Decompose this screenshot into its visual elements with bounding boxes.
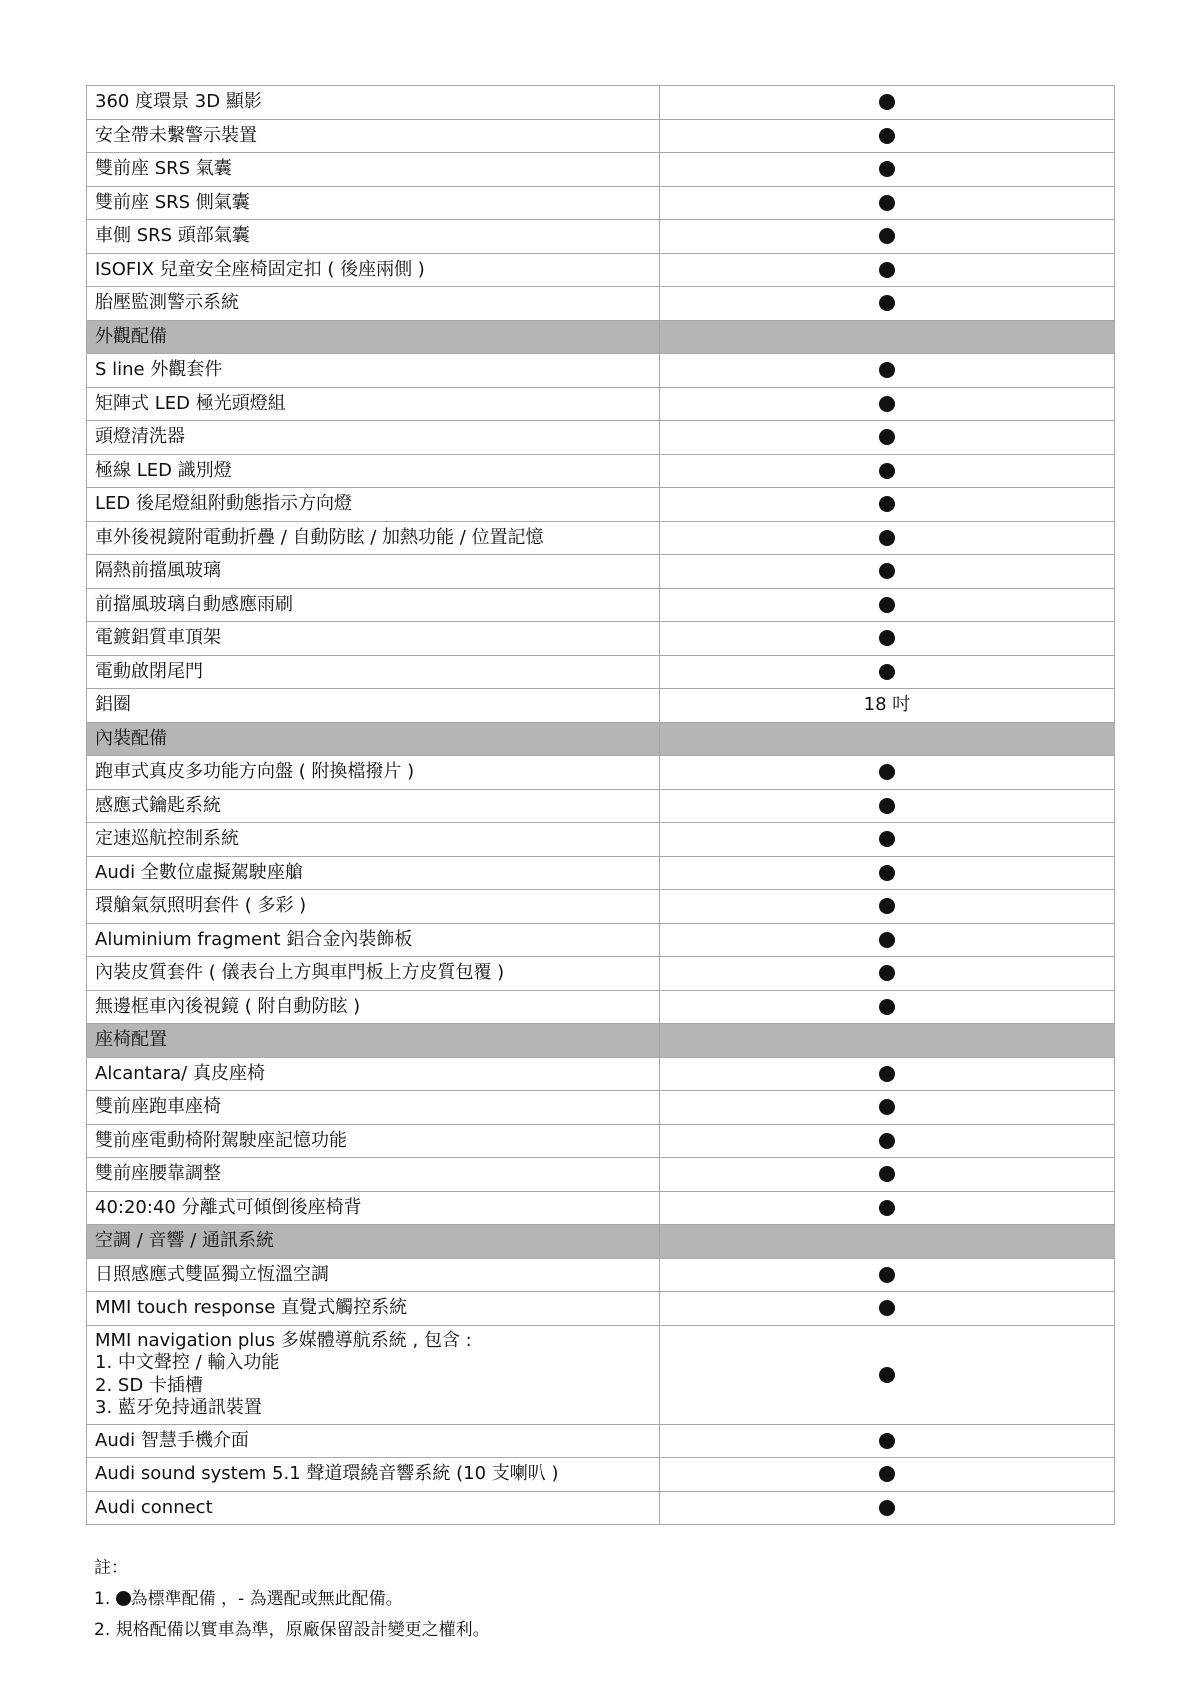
spec-name-line: 2. SD 卡插槽 [95,1374,203,1396]
spec-value [660,1158,1115,1192]
spec-name: ISOFIX 兒童安全座椅固定扣 ( 後座兩側 ) [87,253,660,287]
section-header-row [87,1225,1115,1259]
spec-row [87,1292,1115,1326]
spec-name: 雙前座 SRS 側氣囊 [87,186,660,220]
section-header-row [87,320,1115,354]
spec-name: 環艙氣氛照明套件 ( 多彩 ) [87,890,660,924]
standard-equipment-dot-icon [879,1166,895,1182]
spec-value [660,387,1115,421]
spec-name: MMI touch response 直覺式觸控系統 [87,1292,660,1326]
spec-value [660,756,1115,790]
spec-value [660,454,1115,488]
spec-row [87,1091,1115,1125]
standard-equipment-dot-icon [879,1300,895,1316]
standard-equipment-dot-icon [879,463,895,479]
spec-value [660,856,1115,890]
spec-value [660,1424,1115,1458]
spec-value [660,789,1115,823]
section-header-row [87,722,1115,756]
spec-row [87,655,1115,689]
spec-name: 雙前座電動椅附駕駛座記憶功能 [87,1124,660,1158]
note-line-1-prefix: 1. [94,1589,116,1609]
spec-value [660,521,1115,555]
spec-value [660,1124,1115,1158]
spec-value [660,153,1115,187]
standard-equipment-dot-icon [879,161,895,177]
spec-row [87,689,1115,723]
section-empty-cell [660,320,1115,354]
spec-name: 車外後視鏡附電動折疊 / 自動防眩 / 加熱功能 / 位置記憶 [87,521,660,555]
spec-value [660,354,1115,388]
note-line-2: 2. 規格配備以實車為準，原廠保留設計變更之權利。 [94,1620,490,1640]
spec-name-line: MMI navigation plus 多媒體導航系統 , 包含 : [95,1329,472,1351]
spec-row [87,856,1115,890]
spec-name: Alcantara/ 真皮座椅 [87,1057,660,1091]
spec-name: 極線 LED 識別燈 [87,454,660,488]
spec-name: 前擋風玻璃自動感應雨刷 [87,588,660,622]
spec-row [87,454,1115,488]
standard-equipment-dot-icon [879,530,895,546]
spec-value [660,488,1115,522]
spec-value [660,890,1115,924]
spec-row [87,923,1115,957]
standard-equipment-dot-icon [879,798,895,814]
spec-name: Audi 全數位虛擬駕駛座艙 [87,856,660,890]
spec-value-text: 18 吋 [863,694,911,716]
spec-row [87,1124,1115,1158]
spec-name [87,1325,660,1424]
standard-equipment-dot-icon [879,597,895,613]
section-title: 外觀配備 [87,320,660,354]
standard-equipment-dot-icon [879,1066,895,1082]
spec-name: 跑車式真皮多功能方向盤 ( 附換檔撥片 ) [87,756,660,790]
standard-equipment-dot-icon [879,764,895,780]
spec-name-line: 1. 中文聲控 / 輸入功能 [95,1352,280,1373]
standard-equipment-dot-icon [879,1500,895,1516]
standard-equipment-dot-icon [879,965,895,981]
spec-row [87,488,1115,522]
spec-value [660,622,1115,656]
standard-equipment-dot-icon [879,128,895,144]
standard-equipment-dot-icon [879,295,895,311]
spec-value [660,1091,1115,1125]
standard-equipment-dot-icon [879,429,895,445]
spec-name: 電動啟閉尾門 [87,655,660,689]
standard-equipment-dot-icon [879,1367,895,1383]
spec-value [660,253,1115,287]
spec-row [87,588,1115,622]
spec-value [660,990,1115,1024]
spec-name: LED 後尾燈組附動態指示方向燈 [87,488,660,522]
spec-row [87,354,1115,388]
spec-value [660,588,1115,622]
spec-value [660,186,1115,220]
spec-value [660,1325,1115,1424]
spec-name: 胎壓監測警示系統 [87,287,660,321]
spec-value [660,1057,1115,1091]
spec-row [87,756,1115,790]
spec-name: 雙前座 SRS 氣囊 [87,153,660,187]
note-line-1-text: 為標準配備 ，- 為選配或無此配備。 [130,1589,403,1609]
standard-equipment-dot-icon [879,1433,895,1449]
standard-equipment-dot-icon [879,262,895,278]
spec-row [87,287,1115,321]
spec-row [87,1191,1115,1225]
spec-name: 雙前座腰靠調整 [87,1158,660,1192]
spec-row [87,990,1115,1024]
spec-value [660,555,1115,589]
spec-value [660,689,1115,723]
standard-equipment-dot-icon [879,1267,895,1283]
spec-name: 感應式鑰匙系統 [87,789,660,823]
spec-name: 無邊框車內後視鏡 ( 附自動防眩 ) [87,990,660,1024]
standard-equipment-dot-icon [879,94,895,110]
spec-value [660,119,1115,153]
standard-equipment-dot-icon [879,898,895,914]
section-empty-cell [660,722,1115,756]
spec-name: 安全帶未繫警示裝置 [87,119,660,153]
standard-equipment-dot-icon [879,496,895,512]
section-title: 座椅配置 [87,1024,660,1058]
spec-row [87,86,1115,120]
spec-row [87,387,1115,421]
standard-equipment-dot-icon [879,999,895,1015]
spec-row [87,253,1115,287]
spec-table-body [87,86,1115,1525]
spec-row [87,622,1115,656]
spec-name: 定速巡航控制系統 [87,823,660,857]
spec-row [87,220,1115,254]
spec-row [87,1057,1115,1091]
spec-row [87,890,1115,924]
spec-name: 鋁圈 [87,689,660,723]
notes [94,1553,490,1646]
spec-name: S line 外觀套件 [87,354,660,388]
spec-value [660,86,1115,120]
spec-row [87,1258,1115,1292]
spec-name-line: 3. 藍牙免持通訊裝置 [95,1397,262,1418]
spec-row [87,957,1115,991]
standard-equipment-dot-icon [879,831,895,847]
section-title: 內裝配備 [87,722,660,756]
standard-equipment-dot-icon [879,865,895,881]
spec-value [660,1491,1115,1525]
spec-row [87,1491,1115,1525]
section-empty-cell [660,1225,1115,1259]
spec-name: Audi connect [87,1491,660,1525]
section-header-row [87,1024,1115,1058]
spec-value [660,1191,1115,1225]
standard-equipment-dot-icon [879,1200,895,1216]
filled-circle-icon [116,1591,131,1606]
standard-equipment-dot-icon [879,1099,895,1115]
standard-equipment-dot-icon [879,1466,895,1482]
spec-table [86,85,1115,1525]
spec-name: 電鍍鋁質車頂架 [87,622,660,656]
standard-equipment-dot-icon [879,563,895,579]
spec-value [660,957,1115,991]
spec-name: Aluminium fragment 鋁合金內裝飾板 [87,923,660,957]
spec-value [660,655,1115,689]
spec-name: 頭燈清洗器 [87,421,660,455]
spec-name: 內裝皮質套件 ( 儀表台上方與車門板上方皮質包覆 ) [87,957,660,991]
standard-equipment-dot-icon [879,228,895,244]
spec-name: Audi sound system 5.1 聲道環繞音響系統 (10 支喇叭 ) [87,1458,660,1492]
spec-value [660,1292,1115,1326]
spec-row [87,823,1115,857]
note-line-1 [94,1584,490,1615]
spec-row [87,555,1115,589]
spec-row [87,1458,1115,1492]
spec-name: 40:20:40 分離式可傾倒後座椅背 [87,1191,660,1225]
spec-value [660,823,1115,857]
standard-equipment-dot-icon [879,195,895,211]
spec-name: 雙前座跑車座椅 [87,1091,660,1125]
section-empty-cell [660,1024,1115,1058]
spec-value [660,421,1115,455]
spec-name: 360 度環景 3D 顯影 [87,86,660,120]
spec-name: 日照感應式雙區獨立恆溫空調 [87,1258,660,1292]
spec-row [87,789,1115,823]
spec-value [660,1458,1115,1492]
spec-row [87,186,1115,220]
spec-row [87,521,1115,555]
standard-equipment-dot-icon [879,664,895,680]
spec-row [87,421,1115,455]
spec-row [87,1424,1115,1458]
standard-equipment-dot-icon [879,1133,895,1149]
spec-name: Audi 智慧手機介面 [87,1424,660,1458]
standard-equipment-dot-icon [879,630,895,646]
standard-equipment-dot-icon [879,932,895,948]
spec-value [660,220,1115,254]
spec-value [660,1258,1115,1292]
standard-equipment-dot-icon [879,362,895,378]
spec-row [87,1325,1115,1424]
spec-row [87,153,1115,187]
spec-row [87,119,1115,153]
spec-value [660,287,1115,321]
section-title: 空調 / 音響 / 通訊系統 [87,1225,660,1259]
spec-row [87,1158,1115,1192]
spec-name: 矩陣式 LED 極光頭燈組 [87,387,660,421]
notes-title: 註： [94,1558,128,1578]
spec-name: 車側 SRS 頭部氣囊 [87,220,660,254]
spec-value [660,923,1115,957]
spec-name: 隔熱前擋風玻璃 [87,555,660,589]
standard-equipment-dot-icon [879,396,895,412]
